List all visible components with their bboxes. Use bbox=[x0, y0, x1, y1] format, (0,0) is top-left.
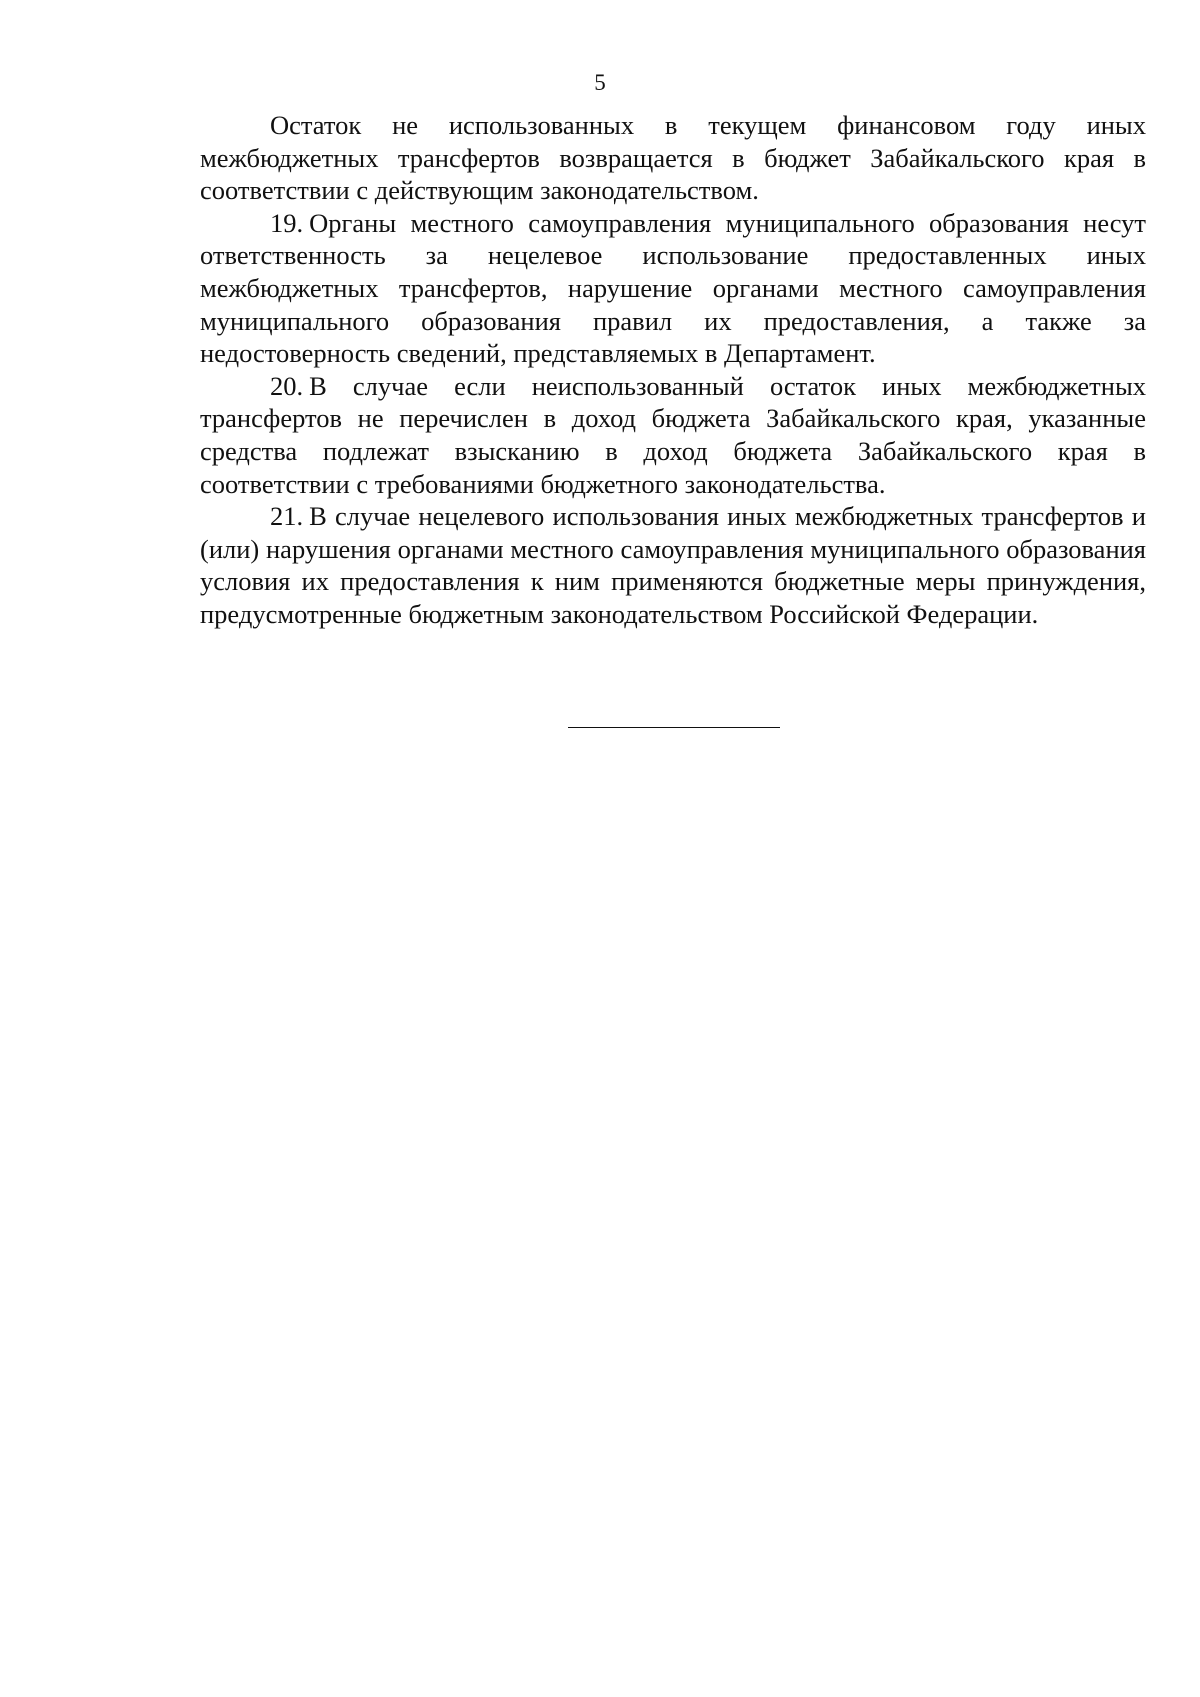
paragraph-number: 19. bbox=[270, 207, 304, 238]
paragraph-number: 21. bbox=[270, 501, 304, 532]
paragraph-19-responsibility bbox=[200, 207, 1146, 370]
paragraph-text: В случае если неиспользованный остаток иных межбюджетных трансфертов не перечислен в доход бюджета Забайкальского края, указанные средства подлежат взысканию в доход бюджета Забайкальского края в соответствии с требованиями бюджетного законодательства. bbox=[200, 370, 1146, 499]
paragraph-text: Остаток не использованных в текущем финансовом году иных межбюджетных трансфертов возвращается в бюджет Забайкальского края в соответствии с действующим законодательством. bbox=[200, 110, 1146, 206]
page-number: 5 bbox=[594, 70, 606, 95]
paragraph-number: 20. bbox=[270, 370, 304, 401]
paragraph-text: Органы местного самоуправления муниципального образования несут ответственность за нецелевое использование предоставленных иных межбюджетных трансфертов, нарушение органами местного самоуправления муниципального образования правил их предоставления, а также за недостоверность сведений, представляемых в Департамент. bbox=[200, 207, 1146, 369]
paragraph-text: В случае нецелевого использования иных межбюджетных трансфертов и (или) нарушения органами местного самоуправления муниципального образования условия их предоставления к ним применяются бюджетные меры принуждения, предусмотренные бюджетным законодательством Российской Федерации. bbox=[200, 501, 1146, 629]
paragraph-20-recovery bbox=[200, 370, 1146, 500]
end-of-document-rule bbox=[568, 727, 780, 728]
paragraph-21-enforcement bbox=[200, 500, 1146, 630]
paragraph-remainder-return bbox=[200, 109, 1146, 207]
document-body bbox=[200, 109, 1146, 631]
